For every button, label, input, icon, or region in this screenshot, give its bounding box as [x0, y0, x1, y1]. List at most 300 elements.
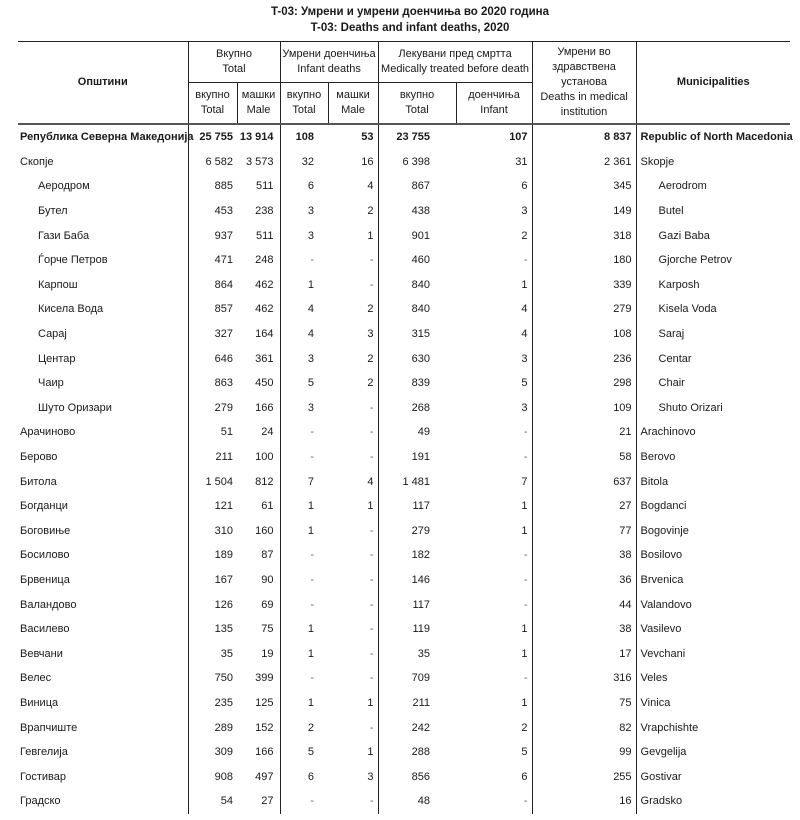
cell-institution: 16 — [532, 789, 636, 814]
cell-treated-total: 630 — [378, 346, 456, 371]
cell-infant-total: 4 — [280, 297, 328, 322]
cell-infant-male: - — [369, 254, 374, 267]
municipality-name-en: Bitola — [636, 469, 790, 494]
cell-infant-male: - — [369, 524, 374, 537]
cell-treated-infant: - — [523, 795, 528, 808]
cell-institution: 77 — [532, 519, 636, 544]
cell-total: 310 — [188, 519, 237, 544]
municipality-name-mk: Центар — [38, 352, 76, 365]
header-treated-group — [378, 42, 532, 83]
cell-male: 238 — [255, 205, 274, 218]
cell-infant-male: 4 — [367, 475, 374, 488]
cell-total: 471 — [188, 248, 237, 273]
cell-treated-total: 117 — [378, 494, 456, 519]
cell-treated-total: 117 — [378, 592, 456, 617]
table-row — [18, 691, 790, 716]
municipality-name-en: Vasilevo — [636, 617, 790, 642]
cell-infant-male: 3 — [367, 328, 374, 341]
cell-total: 279 — [188, 396, 237, 421]
header-treated-group-mk: Лекувани пред смртта — [398, 48, 512, 60]
cell-male: 75 — [261, 623, 274, 636]
municipality-name-en: Brvenica — [636, 568, 790, 593]
cell-institution: 99 — [532, 740, 636, 765]
table-row — [18, 322, 790, 347]
cell-treated-total: 839 — [378, 371, 456, 396]
municipality-name-en: Bogdanci — [636, 494, 790, 519]
cell-male: 61 — [261, 500, 274, 513]
cell-institution: 149 — [532, 199, 636, 224]
cell-infant-total: - — [280, 543, 328, 568]
municipality-name-en: Butel — [636, 199, 790, 224]
cell-treated-infant: 4 — [521, 328, 528, 341]
cell-infant-total: 1 — [280, 494, 328, 519]
header-total-group-en: Total — [222, 63, 246, 75]
municipality-name-en: Centar — [636, 346, 790, 371]
cell-male: 462 — [255, 303, 274, 316]
cell-treated-infant: 3 — [521, 401, 528, 414]
cell-institution: 27 — [532, 494, 636, 519]
municipality-name-en: Kisela Voda — [636, 297, 790, 322]
cell-total: 289 — [188, 715, 237, 740]
header-total-group — [188, 42, 280, 83]
header-institution-en-line1: Deaths in medical — [540, 91, 628, 103]
cell-male: 87 — [261, 549, 274, 562]
cell-infant-male: 16 — [361, 155, 374, 168]
cell-institution: 8 837 — [532, 124, 636, 150]
cell-infant-male: - — [369, 795, 374, 808]
table-row — [18, 617, 790, 642]
municipality-name-en: Bogovinje — [636, 519, 790, 544]
table-row — [18, 248, 790, 273]
cell-institution: 44 — [532, 592, 636, 617]
cell-treated-total: 23 755 — [378, 124, 456, 150]
cell-institution: 109 — [532, 396, 636, 421]
municipality-name-mk: Арачиново — [20, 426, 76, 439]
cell-treated-total: 315 — [378, 322, 456, 347]
municipality-name-mk: Боговиње — [20, 524, 71, 537]
table-row — [18, 543, 790, 568]
table-row — [18, 346, 790, 371]
subheader-total-male — [237, 83, 280, 125]
cell-institution: 298 — [532, 371, 636, 396]
municipality-name-en: Saraj — [636, 322, 790, 347]
municipality-name-mk: Чаир — [38, 377, 64, 390]
municipality-name-mk: Шуто Оризари — [38, 401, 112, 414]
cell-treated-infant: 107 — [509, 131, 528, 144]
municipality-name-en: Karposh — [636, 273, 790, 298]
cell-treated-infant: 1 — [521, 696, 528, 709]
cell-institution: 339 — [532, 273, 636, 298]
subheader-label-en: Male — [246, 104, 271, 116]
cell-treated-infant: 2 — [521, 721, 528, 734]
cell-total: 211 — [188, 445, 237, 470]
municipality-name-mk: Република Северна Македонија — [20, 131, 194, 144]
cell-male: 248 — [255, 254, 274, 267]
cell-total: 857 — [188, 297, 237, 322]
cell-treated-total: 901 — [378, 223, 456, 248]
municipality-name-mk: Гази Баба — [38, 229, 90, 242]
cell-treated-total: 48 — [378, 789, 456, 814]
cell-infant-total: - — [280, 248, 328, 273]
cell-infant-male: 1 — [367, 746, 374, 759]
subheader-total-total — [188, 83, 237, 125]
cell-male: 511 — [255, 229, 274, 242]
municipality-name-mk: Босилово — [20, 549, 70, 562]
municipality-name-en: Vinica — [636, 691, 790, 716]
cell-total: 126 — [188, 592, 237, 617]
cell-treated-total: 279 — [378, 519, 456, 544]
cell-institution: 58 — [532, 445, 636, 470]
cell-total: 864 — [188, 273, 237, 298]
cell-institution: 82 — [532, 715, 636, 740]
cell-institution: 38 — [532, 617, 636, 642]
municipality-name-mk: Богданци — [20, 500, 68, 513]
cell-male: 166 — [255, 401, 274, 414]
table-row — [18, 740, 790, 765]
cell-total: 167 — [188, 568, 237, 593]
header-municipalities-mk: Општини — [77, 76, 128, 88]
municipality-name-mk: Валандово — [20, 598, 77, 611]
cell-institution: 279 — [532, 297, 636, 322]
cell-treated-infant: 1 — [521, 278, 528, 291]
table-row — [18, 223, 790, 248]
cell-total: 6 582 — [188, 150, 237, 175]
cell-treated-total: 460 — [378, 248, 456, 273]
subheader-label-en: Total — [405, 104, 429, 116]
cell-infant-male: 1 — [367, 229, 374, 242]
cell-infant-total: - — [280, 445, 328, 470]
cell-institution: 36 — [532, 568, 636, 593]
municipality-name-mk: Кисела Вода — [38, 303, 104, 316]
cell-treated-total: 840 — [378, 297, 456, 322]
cell-male: 90 — [261, 573, 274, 586]
header-total-group-mk: Вкупно — [216, 48, 252, 60]
cell-treated-infant: 1 — [521, 524, 528, 537]
cell-treated-infant: - — [523, 573, 528, 586]
cell-infant-total: 3 — [280, 346, 328, 371]
cell-total: 135 — [188, 617, 237, 642]
cell-treated-infant: 2 — [521, 229, 528, 242]
cell-infant-male: 1 — [367, 500, 374, 513]
cell-infant-male: - — [369, 278, 374, 291]
cell-infant-total: - — [280, 568, 328, 593]
municipality-name-en: Berovo — [636, 445, 790, 470]
subheader-label-mk: доенчиња — [468, 89, 520, 101]
cell-total: 750 — [188, 666, 237, 691]
cell-infant-male: - — [369, 451, 374, 464]
header-institution-mk-line2: здравствена — [552, 61, 616, 73]
header-infant-group — [280, 42, 378, 83]
subheader-treated-total — [378, 83, 456, 125]
cell-infant-total: 5 — [280, 371, 328, 396]
municipality-name-en: Bosilovo — [636, 543, 790, 568]
cell-institution: 38 — [532, 543, 636, 568]
municipality-name-mk: Велес — [20, 672, 52, 685]
cell-total: 908 — [188, 764, 237, 789]
table-row — [18, 469, 790, 494]
table-row — [18, 789, 790, 814]
municipality-name-mk: Сарај — [38, 328, 67, 341]
cell-treated-total: 49 — [378, 420, 456, 445]
cell-infant-total: 3 — [280, 199, 328, 224]
cell-male: 361 — [255, 352, 274, 365]
municipality-name-mk: Гостивар — [20, 770, 66, 783]
municipality-name-mk: Бутел — [38, 205, 68, 218]
cell-infant-total: - — [280, 666, 328, 691]
cell-male: 511 — [255, 180, 274, 193]
cell-treated-infant: 3 — [521, 352, 528, 365]
cell-treated-total: 119 — [378, 617, 456, 642]
cell-infant-male: 53 — [361, 131, 374, 144]
cell-infant-total: 3 — [280, 396, 328, 421]
cell-treated-infant: 1 — [521, 500, 528, 513]
deaths-table — [18, 41, 793, 814]
cell-treated-total: 288 — [378, 740, 456, 765]
cell-infant-total: 1 — [280, 691, 328, 716]
cell-infant-total: 1 — [280, 617, 328, 642]
municipality-name-mk: Скопје — [20, 155, 54, 168]
cell-treated-total: 268 — [378, 396, 456, 421]
cell-institution: 637 — [532, 469, 636, 494]
table-header — [18, 42, 790, 125]
cell-infant-total: 108 — [280, 124, 328, 150]
cell-institution: 180 — [532, 248, 636, 273]
cell-institution: 108 — [532, 322, 636, 347]
municipality-name-en: Shuto Orizari — [636, 396, 790, 421]
cell-male: 3 573 — [245, 155, 274, 168]
cell-male: 152 — [255, 721, 274, 734]
municipality-name-mk: Аеродром — [38, 180, 90, 193]
header-infant-group-mk: Умрени доенчиња — [282, 48, 376, 60]
cell-infant-male: 2 — [367, 205, 374, 218]
cell-infant-total: 1 — [280, 273, 328, 298]
cell-treated-infant: 7 — [521, 475, 528, 488]
cell-treated-total: 146 — [378, 568, 456, 593]
cell-institution: 75 — [532, 691, 636, 716]
cell-male: 24 — [261, 426, 274, 439]
cell-total: 646 — [188, 346, 237, 371]
cell-male: 27 — [261, 795, 274, 808]
cell-total: 327 — [188, 322, 237, 347]
cell-infant-total: 1 — [280, 519, 328, 544]
cell-treated-infant: - — [523, 598, 528, 611]
header-institution-mk-line3: установа — [561, 76, 608, 88]
header-infant-group-en: Infant deaths — [297, 63, 361, 75]
cell-institution: 2 361 — [532, 150, 636, 175]
cell-infant-male: 2 — [367, 377, 374, 390]
cell-male: 166 — [255, 746, 274, 759]
municipality-name-en: Gazi Baba — [636, 223, 790, 248]
cell-male: 450 — [255, 377, 274, 390]
municipality-name-en: Gevgelija — [636, 740, 790, 765]
cell-total: 937 — [188, 223, 237, 248]
cell-total: 309 — [188, 740, 237, 765]
cell-treated-infant: 3 — [521, 205, 528, 218]
header-institution-mk-line1: Умрени во — [557, 46, 611, 58]
cell-treated-total: 856 — [378, 764, 456, 789]
cell-total: 235 — [188, 691, 237, 716]
subheader-label-mk: машки — [241, 89, 276, 101]
subheader-label-mk: вкупно — [399, 89, 435, 101]
cell-treated-infant: 31 — [515, 155, 528, 168]
cell-treated-infant: 4 — [521, 303, 528, 316]
cell-male: 399 — [255, 672, 274, 685]
cell-infant-total: 2 — [280, 715, 328, 740]
municipality-name-mk: Битола — [20, 475, 57, 488]
cell-total: 54 — [188, 789, 237, 814]
subheader-label-mk: машки — [336, 89, 370, 101]
subheader-label-en: Total — [200, 104, 225, 116]
cell-infant-total: 6 — [280, 174, 328, 199]
cell-infant-total: - — [280, 789, 328, 814]
subheader-treated-infant — [456, 83, 532, 125]
cell-infant-male: 2 — [367, 303, 374, 316]
municipality-name-mk: Василево — [20, 623, 70, 636]
cell-treated-total: 211 — [378, 691, 456, 716]
cell-institution: 21 — [532, 420, 636, 445]
cell-infant-total: - — [280, 420, 328, 445]
municipality-name-mk: Вевчани — [20, 647, 63, 660]
cell-male: 19 — [261, 647, 274, 660]
municipality-name-en: Veles — [636, 666, 790, 691]
cell-infant-male: - — [369, 672, 374, 685]
cell-male: 497 — [255, 770, 274, 783]
cell-institution: 255 — [532, 764, 636, 789]
table-title-macedonian: T-03: Умрени и умрени доенчиња во 2020 година — [271, 6, 549, 18]
cell-infant-total: 4 — [280, 322, 328, 347]
cell-treated-total: 840 — [378, 273, 456, 298]
table-row — [18, 420, 790, 445]
header-treated-group-en: Medically treated before death — [381, 63, 530, 75]
cell-treated-infant: - — [523, 451, 528, 464]
cell-institution: 318 — [532, 223, 636, 248]
cell-total: 25 755 — [188, 124, 237, 150]
cell-treated-total: 1 481 — [378, 469, 456, 494]
cell-male: 160 — [255, 524, 274, 537]
cell-infant-male: - — [369, 426, 374, 439]
table-row — [18, 715, 790, 740]
cell-treated-total: 438 — [378, 199, 456, 224]
table-row — [18, 396, 790, 421]
subheader-label-en: Infant — [480, 104, 508, 116]
cell-male: 164 — [255, 328, 274, 341]
table-row — [18, 764, 790, 789]
table-row — [18, 494, 790, 519]
subheader-label-mk: вкупно — [286, 89, 322, 101]
municipality-name-mk: Врапчиште — [20, 721, 78, 734]
cell-institution: 316 — [532, 666, 636, 691]
municipality-name-en: Vevchani — [636, 641, 790, 666]
table-row — [18, 174, 790, 199]
cell-infant-male: 1 — [367, 696, 374, 709]
cell-total: 1 504 — [188, 469, 237, 494]
table-row — [18, 199, 790, 224]
table-title-english: T-03: Deaths and infant deaths, 2020 — [310, 22, 510, 34]
cell-infant-male: - — [369, 401, 374, 414]
cell-treated-total: 191 — [378, 445, 456, 470]
cell-infant-total: 3 — [280, 223, 328, 248]
cell-infant-total: 7 — [280, 469, 328, 494]
cell-institution: 17 — [532, 641, 636, 666]
municipality-name-en: Aerodrom — [636, 174, 790, 199]
municipality-name-mk: Берово — [20, 451, 58, 464]
cell-treated-infant: - — [523, 254, 528, 267]
municipality-name-mk: Виница — [20, 696, 59, 709]
subheader-label-en: Total — [292, 104, 316, 116]
cell-infant-total: 1 — [280, 641, 328, 666]
cell-treated-infant: 5 — [521, 746, 528, 759]
cell-treated-infant: - — [523, 549, 528, 562]
table-row — [18, 445, 790, 470]
table-row — [18, 297, 790, 322]
cell-treated-infant: 6 — [521, 770, 528, 783]
subheader-infant-male — [328, 83, 378, 125]
cell-infant-total: 5 — [280, 740, 328, 765]
cell-institution: 236 — [532, 346, 636, 371]
table-row — [18, 666, 790, 691]
header-institution — [532, 42, 636, 125]
cell-treated-infant: 1 — [521, 647, 528, 660]
cell-male: 13 914 — [239, 131, 274, 144]
cell-infant-male: - — [369, 721, 374, 734]
municipality-name-mk: Градско — [20, 795, 61, 808]
cell-total: 863 — [188, 371, 237, 396]
cell-infant-male: - — [369, 573, 374, 586]
cell-treated-total: 182 — [378, 543, 456, 568]
cell-treated-total: 242 — [378, 715, 456, 740]
cell-male: 462 — [255, 278, 274, 291]
subheader-label-mk: вкупно — [195, 89, 230, 101]
cell-infant-total: - — [280, 592, 328, 617]
cell-treated-total: 709 — [378, 666, 456, 691]
municipality-name-mk: Ѓорче Петров — [38, 254, 108, 267]
cell-treated-infant: - — [523, 672, 528, 685]
cell-total: 35 — [188, 641, 237, 666]
cell-male: 125 — [255, 696, 274, 709]
municipality-name-en: Gradsko — [636, 789, 790, 814]
cell-total: 51 — [188, 420, 237, 445]
municipality-name-en: Valandovo — [636, 592, 790, 617]
cell-infant-male: - — [369, 598, 374, 611]
cell-infant-male: 3 — [367, 770, 374, 783]
cell-infant-total: 32 — [280, 150, 328, 175]
cell-total: 885 — [188, 174, 237, 199]
cell-treated-total: 867 — [378, 174, 456, 199]
table-body — [18, 124, 793, 814]
table-row — [18, 519, 790, 544]
cell-total: 453 — [188, 199, 237, 224]
municipality-name-en: Republic of North Macedonia — [636, 124, 790, 150]
cell-treated-infant: 6 — [521, 180, 528, 193]
cell-infant-male: - — [369, 549, 374, 562]
municipality-name-en: Gostivar — [636, 764, 790, 789]
cell-treated-infant: - — [523, 426, 528, 439]
cell-treated-infant: 5 — [521, 377, 528, 390]
cell-infant-total: 6 — [280, 764, 328, 789]
header-institution-en-line2: institution — [560, 106, 608, 118]
cell-treated-total: 35 — [378, 641, 456, 666]
cell-male: 69 — [261, 598, 274, 611]
municipality-name-en: Skopje — [636, 150, 790, 175]
municipality-name-en: Chair — [636, 371, 790, 396]
cell-male: 812 — [255, 475, 274, 488]
cell-treated-total: 6 398 — [378, 150, 456, 175]
cell-total: 189 — [188, 543, 237, 568]
municipality-name-mk: Карпош — [38, 278, 78, 291]
municipality-name-mk: Брвеница — [20, 573, 70, 586]
header-municipalities-en: Municipalities — [636, 42, 790, 125]
table-row — [18, 150, 790, 175]
